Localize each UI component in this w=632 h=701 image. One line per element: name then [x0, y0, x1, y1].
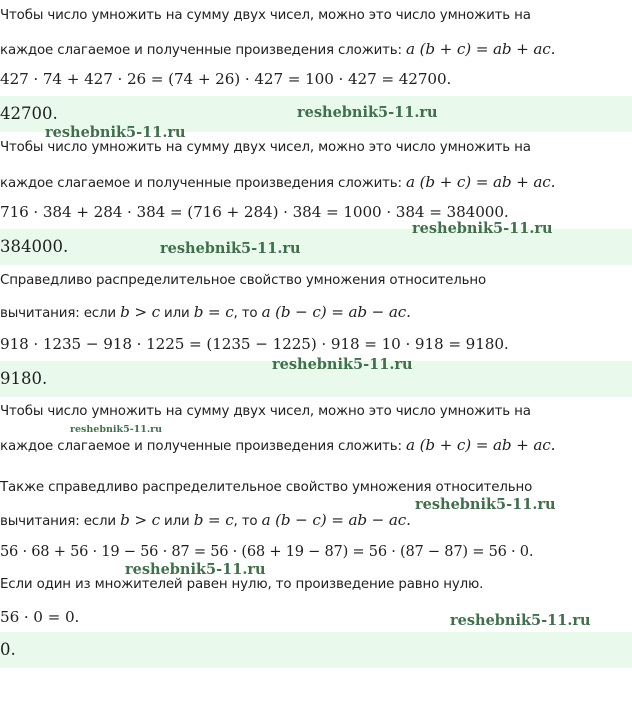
watermark: reshebnik5-11.ru [415, 496, 556, 513]
rule-text [0, 40, 555, 58]
watermark: reshebnik5-11.ru [45, 124, 186, 141]
rule-text: Чтобы число умножить на сумму двух чисел, можно это число умножить на [0, 140, 531, 155]
rule-text-part: или [159, 514, 194, 529]
rule-text-part: каждое слагаемое и полученные произведения сложить: [0, 176, 407, 191]
watermark: reshebnik5-11.ru [272, 356, 413, 373]
watermark: reshebnik5-11.ru [412, 220, 553, 237]
rule-text-part: или [159, 306, 194, 321]
calculation: 56 · 68 + 56 · 19 − 56 · 87 = 56 · (68 + 19 − 87) = 56 · (87 − 87) = 56 · 0. [0, 543, 534, 560]
watermark: reshebnik5-11.ru [297, 104, 438, 121]
rule-formula: a (b + c) = ab + ac. [406, 40, 556, 58]
note-text: Если один из множителей равен нулю, то произведение равно нулю. [0, 577, 484, 592]
watermark: reshebnik5-11.ru [125, 561, 266, 578]
watermark: reshebnik5-11.ru [450, 612, 591, 629]
watermark: reshebnik5-11.ru [160, 240, 301, 257]
calculation: 427 · 74 + 427 · 26 = (74 + 26) · 427 = 100 · 427 = 42700. [0, 70, 452, 88]
calculation: 918 · 1235 − 918 · 1225 = (1235 − 1225) · 918 = 10 · 918 = 9180. [0, 335, 509, 353]
answer-value: 42700. [0, 104, 58, 123]
rule-formula: a (b − c) = ab − ac. [261, 303, 411, 321]
calculation: 56 · 0 = 0. [0, 608, 80, 626]
rule-text-part: , то [233, 306, 262, 321]
rule-text-part: вычитания: если [0, 514, 121, 529]
rule-text [0, 511, 411, 529]
condition-formula: b = c [193, 303, 234, 321]
condition-formula: b > c [120, 303, 160, 321]
answer-value: 0. [0, 640, 16, 659]
calculation: 716 · 384 + 284 · 384 = (716 + 284) · 384 = 1000 · 384 = 384000. [0, 203, 509, 221]
rule-text [0, 436, 555, 454]
rule-text-part: каждое слагаемое и полученные произведения сложить: [0, 439, 407, 454]
rule-formula: a (b + c) = ab + ac. [406, 173, 556, 191]
rule-text: Чтобы число умножить на сумму двух чисел, можно это число умножить на [0, 404, 531, 419]
rule-text: Справедливо распределительное свойство умножения относительно [0, 273, 487, 288]
rule-formula: a (b + c) = ab + ac. [406, 436, 556, 454]
rule-text: Чтобы число умножить на сумму двух чисел, можно это число умножить на [0, 8, 531, 23]
rule-text [0, 173, 555, 191]
rule-text-part: вычитания: если [0, 306, 121, 321]
rule-formula: a (b − c) = ab − ac. [261, 511, 411, 529]
condition-formula: b > c [120, 511, 160, 529]
answer-value: 384000. [0, 237, 69, 256]
answer-box [0, 632, 632, 668]
rule-text [0, 303, 411, 321]
rule-text-part: каждое слагаемое и полученные произведения сложить: [0, 43, 407, 58]
rule-text: Также справедливо распределительное свойство умножения относительно [0, 480, 533, 495]
rule-text-part: , то [233, 514, 262, 529]
condition-formula: b = c [193, 511, 234, 529]
answer-value: 9180. [0, 369, 48, 388]
watermark: reshebnik5-11.ru [70, 424, 163, 435]
